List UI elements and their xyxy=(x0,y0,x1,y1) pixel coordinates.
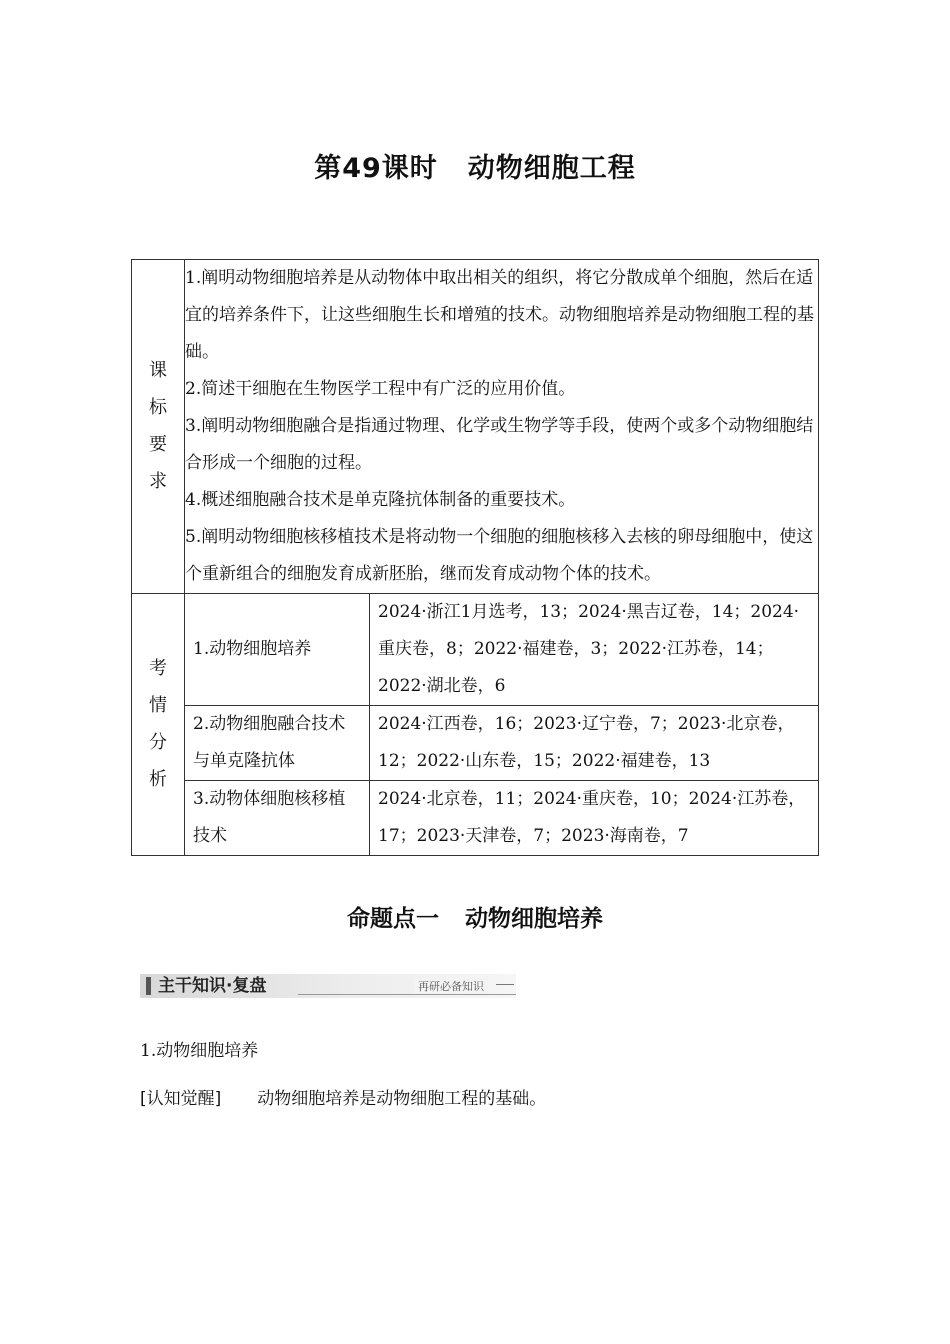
banner-marker-icon xyxy=(146,977,151,995)
exam-label: 考情分析 xyxy=(149,658,167,790)
curriculum-item: 1.阐明动物细胞培养是从动物体中取出相关的组织，将它分散成单个细胞，然后在适宜的培养条件下，让这些细胞生长和增殖的技术。动物细胞培养是动物细胞工程的基础。 xyxy=(185,268,814,362)
exam-sources: 2024·江西卷，16；2023·辽宁卷，7；2023·北京卷，12；2022·山东卷，15；2022·福建卷，13 xyxy=(370,706,819,781)
exam-label-cell xyxy=(132,594,185,856)
curriculum-label: 课标要求 xyxy=(149,360,167,492)
banner-title: 主干知识·复盘 xyxy=(158,976,267,996)
lesson-number: 第49课时 xyxy=(314,153,438,184)
curriculum-item: 4.概述细胞融合技术是单克隆抗体制备的重要技术。 xyxy=(185,490,576,510)
exam-row xyxy=(132,706,819,781)
section-topic: 动物细胞培养 xyxy=(465,906,603,932)
cognition-line xyxy=(140,1084,546,1109)
page-title xyxy=(0,146,950,185)
curriculum-item: 5.阐明动物细胞核移植技术是将动物一个细胞的细胞核移入去核的卵母细胞中，使这个重新组合的细胞发育成新胚胎，继而发育成动物个体的技术。 xyxy=(185,527,814,584)
knowledge-banner xyxy=(140,974,516,1000)
banner-divider xyxy=(298,994,516,995)
section-label: 命题点一 xyxy=(347,906,439,932)
curriculum-item: 3.阐明动物细胞融合是指通过物理、化学或生物学等手段，使两个或多个动物细胞结合形成一个细胞的过程。 xyxy=(185,416,814,473)
lesson-topic: 动物细胞工程 xyxy=(467,153,636,184)
curriculum-item: 2.简述干细胞在生物医学工程中有广泛的应用价值。 xyxy=(185,379,576,399)
exam-sources: 2024·北京卷，11；2024·重庆卷，10；2024·江苏卷，17；2023·天津卷，7；2023·海南卷，7 xyxy=(370,781,819,856)
curriculum-content xyxy=(185,260,819,594)
requirements-table xyxy=(131,259,819,856)
exam-topic: 3.动物体细胞核移植技术 xyxy=(185,781,370,856)
exam-row xyxy=(132,781,819,856)
banner-subtitle: 再研必备知识 xyxy=(414,978,488,994)
exam-sources: 2024·浙江1月选考，13；2024·黑吉辽卷，14；2024·重庆卷，8；2022·福建卷，3；2022·江苏卷，14；2022·湖北卷，6 xyxy=(370,594,819,706)
subheading: 1.动物细胞培养 xyxy=(140,1041,259,1061)
exam-topic: 2.动物细胞融合技术与单克隆抗体 xyxy=(185,706,370,781)
exam-topic: 1.动物细胞培养 xyxy=(185,594,370,706)
cognition-text: 动物细胞培养是动物细胞工程的基础。 xyxy=(257,1089,547,1109)
curriculum-row xyxy=(132,260,819,594)
banner-tail-line xyxy=(496,984,514,985)
curriculum-label-cell xyxy=(132,260,185,594)
exam-row xyxy=(132,594,819,706)
cognition-tag: [认知觉醒] xyxy=(140,1089,222,1109)
section-title xyxy=(0,900,950,933)
